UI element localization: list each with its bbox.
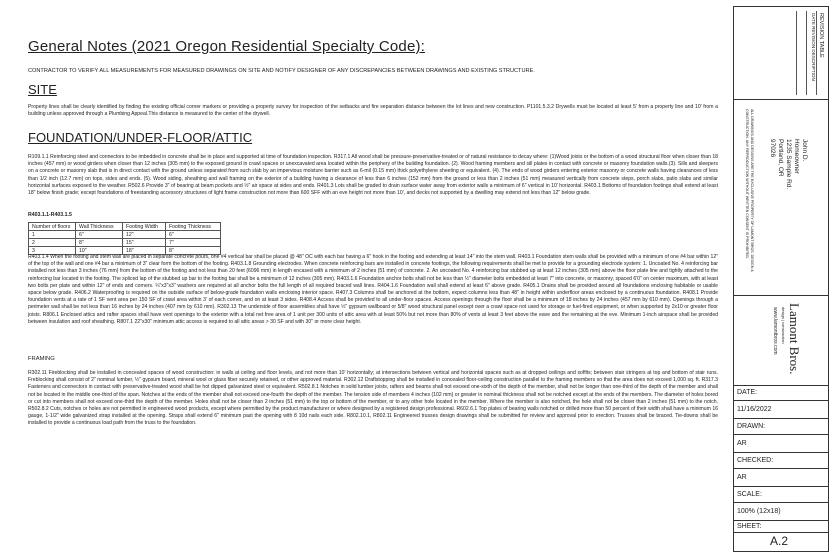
- scale-value: 100% (12x18): [737, 508, 781, 515]
- client-zip: 97026: [769, 139, 776, 158]
- scale-label: SCALE:: [737, 491, 762, 498]
- firm-name: Lamont Bros.: [787, 303, 802, 375]
- framing-text: R302.11 Fireblocking shall be installed in concealed spaces of wood construction: in walls at ceiling and floor levels, and not more than 10' horizontally; at intersections between vertical and horizontal spaces such as at dropped ceilings and soffits; between stair stringers at top and bottom of stair runs. Freblocking shall consist of 2" nominal lumber, ½" gypsum board, mineral wool or glass fiber securely retained, or other approved material. R302.12 Draftstopping shall be installed in concealed floor-ceiling construction parallel to the framing members so that the area does not exceed 1,000 sq. ft. R317.3 Fasteners and connectors in contact with preservative-treated wood shall be hot dipped galvanized steel or equivalent. R502.8.1 Notches in solid lumber joists, rafters and beams shall not exceed one-sixth of the depth of the member, shall not be longer than one-third of the depth of the member and shall not be located in the middle one-third of the span. Notches at the ends of the member shall not exceed one-fourth the depth of the member. The tension side of members 4 inches (102 mm) or greater in nominal thickness shall not be notched except at the ends of the members. The diameter of holes bored or cut into members shall not exceed one-third the depth of the member. Holes shall not be closer than 2 inches (51 mm) to the top or bottom of the member, or to any other hole located in the member. Where the member is also notched, the hole shall not be closer than 2 inches (51 mm) to the notch. R502.8.2 Cuts, notches or holes are not permitted in engineered wood products, except where permitted by the product manufacturer or where designed by a registered design professional. R602.6.1 Top plates of bearing walls notched or drilled more than 50 percent of their width shall have a minimum 16 gauge, 1-1/2" wide galvanized strap installed at the opening. Straps shall extend 6" minimum past the opening with 8 10d nails each side. R802.10.1, R802.11 Engineered trusses design drawings shall be submitted for review and approval prior to erection. Trusses shall be braced. Tie-downs shall be installed to provide a continuous load path from the truss to the foundation.: [28, 370, 718, 427]
- site-heading: SITE: [28, 82, 57, 97]
- table-row: [29, 231, 221, 239]
- scale-label-cell: [734, 487, 828, 503]
- firm-url: www.lamontbros.com: [772, 307, 778, 355]
- sheet-value-cell: [734, 533, 828, 551]
- table-header: Wall Thickness: [76, 223, 123, 231]
- table-cell: 6": [166, 231, 221, 239]
- table-cell: 6": [76, 231, 123, 239]
- intro-note: CONTRACTOR TO VERIFY ALL MEASUREMENTS FOR MEASURED DRAWINGS ON SITE AND NOTIFY DESIGNER OF ANY DISCREPANCIES BETWEEN DRAWINGS AND EXISTING STRUCTURE.: [28, 68, 535, 74]
- sheet-label: SHEET:: [737, 523, 762, 530]
- client-name: John D.: [801, 139, 808, 162]
- checked-value: AR: [737, 474, 747, 481]
- table-cell: 7": [166, 239, 221, 247]
- foundation-text-1: R109.1.1 Reinforcing steel and connectors to be imbedded in concrete shall be in place and supported at time of foundation inspection. R317.1 All wood shall be pressure-preservative-treated or of natural resistance to decay where: (1)Wood joists or the bottom of a wood structural floor when closer than 18 inches (457 mm) or wood girders when closer than 12 inches (305 mm) to the exposed ground in crawl spaces or unexcavated area located within the periphery of the building foundation. (2). Wood framing members and sill plates in contact with concrete or masonry foundation walls.(3). Sills and sleepers on a concrete or masonry slab that is in direct contact with the ground unless separated from such slab by an impervious moisture barrier such as 6-mil (0.15 mm) thick polyethylene sheeting or equivalent. (4). The ends of wood girders entering exterior masonry or concrete walls having clearances of less than 1/2 inch (12.7 mm) on tops, sides and ends. (5). Wood siding, sheathing and wall framing on the exterior of a building having a clearance of less than 6 inches (152 mm) from the ground or less than 2 inches (51 mm) measured vertically from concrete steps, porch slabs, patio slabs and similar horizontal surfaces exposed to the weather. R502.6 Provide 3" of bearing at beam pockets and ½" air space at sides and ends. R401.3 Lots shall be graded to drain surface water away from exterior walls a minimum of 6" vertical in 10' horizontal. R403.1 Bottoms of foundation footings shall extend at least 18" below finish grade; except foundations of freestanding accessory structures of light frame construction not more than 600 SFF with an eve height not more than 10', and decks not supported by a dwelling may extend not less than 12" below grade.: [28, 154, 718, 197]
- table-header-row: [29, 223, 221, 231]
- date-value-cell: [734, 401, 828, 419]
- table-header: Footing Thickness: [166, 223, 221, 231]
- revision-table-title: REVISION TABLE: [818, 13, 824, 58]
- table-row: [29, 239, 221, 247]
- date-label: DATE:: [737, 389, 758, 396]
- scale-value-cell: [734, 503, 828, 521]
- table-cell: 3: [29, 247, 76, 255]
- title-block: [733, 6, 829, 552]
- sheet-label-cell: [734, 521, 828, 533]
- date-value: 11/16/2022: [737, 406, 772, 413]
- date-label-cell: [734, 385, 828, 401]
- table-cell: 8": [166, 247, 221, 255]
- foundation-heading: FOUNDATION/UNDER-FLOOR/ATTIC: [28, 130, 253, 145]
- sheet-number: A.2: [770, 534, 789, 548]
- table-cell: 15": [123, 239, 166, 247]
- checked-value-cell: [734, 469, 828, 487]
- firm-tagline: design | construction: [781, 307, 786, 344]
- site-text: Property lines shall be clearly identified by finding the existing official corner markers or providing a property survey for inspection of the setbacks and fire separation distance between the lot lines and new construction. P1101.5.3.2 Drywells must be located at least 5' from a property line and 10' from a building unless approved through a Plumbing Appeal.This distance is measured to the center of the drywell.: [28, 104, 718, 118]
- client-info: [734, 99, 828, 296]
- revision-table-columns: DATE REVISION DESCRIPTION: [811, 13, 816, 81]
- framing-heading: FRAMING: [28, 356, 55, 362]
- revision-grid: [796, 11, 826, 95]
- table-cell: 10": [76, 247, 123, 255]
- drawn-label: DRAWN:: [737, 423, 766, 430]
- page-title: General Notes (2021 Oregon Residential Specialty Code):: [28, 38, 426, 55]
- copyright-note: ALL DRAWINGS AND DESIGNS ARE THE EXCLUSIVE PROPERTY OF LAMONT BROS. DESIGN & CONSTRUCTION. ANY REPRODUCTION WITHOUT WRITTEN CONSENT IS PROHIBITED.: [745, 109, 754, 272]
- table-cell: 2: [29, 239, 76, 247]
- table-cell: 12": [123, 231, 166, 239]
- table-cell: 8": [76, 239, 123, 247]
- revision-table: [734, 7, 828, 100]
- firm-logo: [734, 295, 828, 386]
- checked-label-cell: [734, 453, 828, 469]
- drawn-label-cell: [734, 419, 828, 435]
- table-cell: 1: [29, 231, 76, 239]
- drawn-value: AR: [737, 440, 747, 447]
- table-caption: R403.1.1-R403.1.5: [28, 212, 72, 218]
- table-header: Footing Width: [123, 223, 166, 231]
- client-role: Homeowner: [793, 139, 800, 175]
- table-header: Number of floors: [29, 223, 76, 231]
- drawn-value-cell: [734, 435, 828, 453]
- client-address: 1235 Sample Rd.: [785, 139, 792, 190]
- client-city: Portland, OR: [777, 139, 784, 177]
- table-cell: 18": [123, 247, 166, 255]
- footing-table: [28, 222, 221, 255]
- foundation-text-2: R403.1.4 When the footing and stem wall are placed in separate concrete pours, one #4 vertical bar shall be placed @ 48" OC with each bar having a 6" hook in the footing and extending at least 14" into the stem wall. R403.1 Foundation stem walls shall be provided with a minimum of one #4 bar within 12" of the top of the wall and one #4 bar a minimum of 3" clear form the bottom of the footing. R403.1.8 Grounding electrodes. When concrete reinforcing bars are installed in concrete footings, the following requirements shall be met to provide for a grounding electrode system: 1. Uncoated No. 4 reinforcing bar installed not less than 3 inches (76 mm) from the bottom of the footing and not less than 20 feet (6096 mm) in length encased with a minimum of 2 inches (51 mm) of concrete. 2. An uncoated No. 4 reinforcing bar stubbed up at least 12 inches (305 mm) above the floor plate line and tightly attached to the reinforcing bar located in the footing. The spliced lap of the stubbed up bar to the footing bar shall be a minimum of 12 inches (305 mm). R403.1.6 Foundation anchor bolts shall not be less than ½" diameter bolts embedded at least 7" into concrete, or masonry, spaced 6'0" on center maximum, with at least two bolts per plate and within 12" of ends and corners. ¼"x3"x3" washers are required at all anchor bolts the full length of all required braced wall lines. R404.1.6 Foundation wall shall extend at least 6" above grade. R405.1 Drains shall be provided around all foundations enclosing habitable or usable space below grade. R406.2 Waterproofing is required on the outside surface of below-grade foundation walls enclosing interior space. R407.3 Columns shall be anchored at the bottom, expect columns less than 48" in height within underfloor areas enclosed by a continuous foundation. R408.1 Provide foundation vents at a rate of 1 SF vent area per 150 SF of crawl area within 3' of each corner, and on at least 3 sides. R408.4 Access shall be provided to all under-floor spaces. Access openings through the floor shall be a minimum of 18 inches by 24 inches (457 mm by 610 mm). Openings through a perimeter wall shall be not less than 16 inches by 24 inches (407 mm by 610 mm). R302.13 The underside of floor assemblies shall have ½" gypsum wallboard or 5/8" wood structural panel except over a crawl space not used for storage or fuel-fired equipment, or when supported by 2x10 or greater floor joists. R806.1 Enclosed attics and rafter spaces shall have vent openings to the exterior with a total net free area of 1 unit per 300 units of attic area with at least 50% but not more than 80% of vents at least 3 feet above the eave and the remaining at the eve. Minimum 1-inch airspace shall be provided between insulation and roof sheathing. R807.1 22"x30" minimum attic access is required to all attic areas > 30 SF and with 30" or more clear height.: [28, 254, 718, 325]
- checked-label: CHECKED:: [737, 457, 774, 464]
